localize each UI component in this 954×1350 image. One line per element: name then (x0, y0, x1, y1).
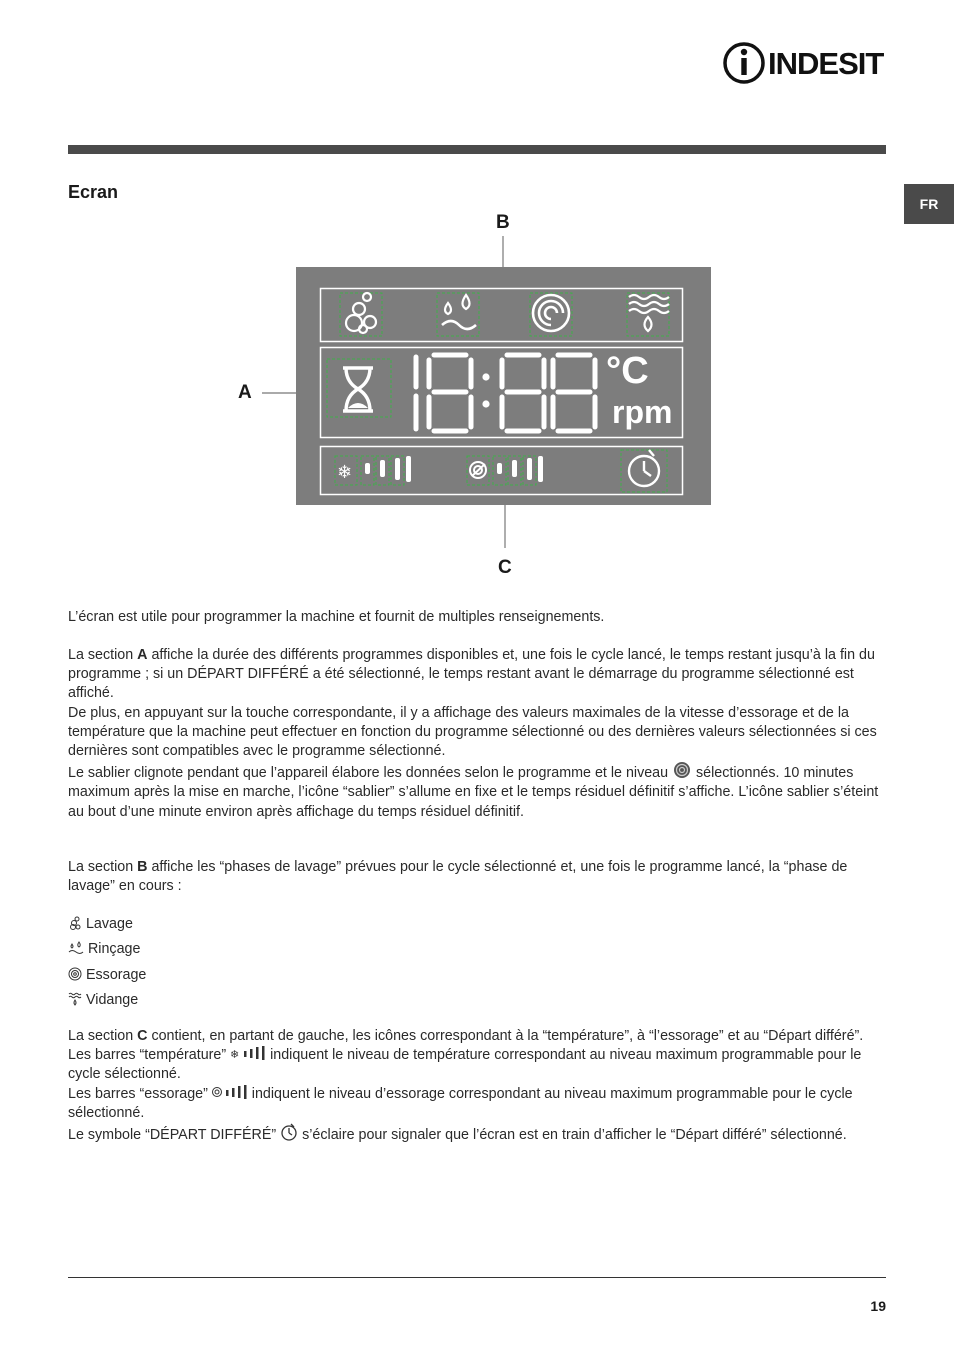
spin-level-icon (467, 456, 489, 485)
spin-phase-icon (530, 293, 572, 336)
svg-text:❄: ❄ (230, 1048, 240, 1062)
temperature-icon (335, 456, 357, 485)
wash-icon (68, 916, 82, 930)
rinse-phase-icon (437, 293, 479, 336)
phase-item-rinse: Rinçage (68, 937, 886, 962)
wash-phase-icon (340, 293, 382, 336)
drain-phase-icon (627, 293, 669, 336)
spin-bars-inline-icon (212, 1085, 248, 1100)
speed-unit: rpm (612, 394, 673, 430)
spin-icon (68, 967, 82, 981)
callout-b: B (496, 212, 510, 233)
callout-c: C (498, 557, 512, 578)
delay-timer-inline-icon (280, 1123, 298, 1141)
section-a-text: La section A affiche la durée des différents programmes disponibles et, une fois le cycle lancé, le temps restant jusqu’à la fin du programme ; si un DÉPART DIFFÉRÉ a été sélectionné, le temps restant avant le démarrage du programme sélectionné est affiché. De plus, en appuyant sur la touche correspondante, il y a affichage des valeurs maximales de la vitesse d’essorage et de la température que la machine peut effectuer en fonction du programme sélectionné ou des dernières valeurs sélectionnées si ces dernières sont compatibles avec le programme sélectionné. Le sablier clignote pendant que l’appareil élabore les données selon le programme et le niveau sélectionnés. 10 minutes maximum après la mise en marche, l’icône “sablier” s’allume en fixe et le temps résiduel définitif s’affiche. L’icône sablier s’éteint au bout d’une minute environ après affichage du temps résiduel définitif. (68, 647, 879, 820)
phase-item-spin: Essorage (68, 963, 886, 988)
phase-item-drain: Vidange (68, 988, 886, 1013)
temperature-unit: °C (606, 350, 649, 392)
time-colon (482, 373, 489, 407)
phase-item-wash: Lavage (68, 912, 886, 937)
spin-level-inline-icon (672, 761, 692, 779)
delay-timer-icon (621, 450, 667, 492)
phase-list (68, 912, 886, 1014)
rinse-icon (68, 941, 84, 955)
section-title: Ecran (68, 182, 119, 202)
drain-icon (68, 992, 82, 1006)
spin-bars (493, 456, 543, 485)
hourglass-icon (327, 359, 391, 417)
section-c-text: La section C contient, en partant de gauche, les icônes correspondant à la “température”, à “l’essorage” et au “Départ différé”. Les barres “température” ❄ indiquent le niveau de température correspondant au niveau maximum programmable pour le cycle sélectionné. Les barres “essorage” indiquent le niveau d’essorage correspondant au niveau maximum programmable pour le cycle sélectionné. Le symbole “DÉPART DIFFÉRÉ” s’éclaire pour signaler que l’écran est en train d’afficher le “Départ différé” sélectionné. (68, 1028, 864, 1144)
page-number: 19 (870, 1298, 886, 1314)
section-b-text: La section B affiche les “phases de lavage” prévues pour le cycle sélectionné et, une fois le programme lancé, la “phase de lavage” en cours : (68, 859, 848, 895)
callout-a: A (238, 382, 252, 403)
display-panel (296, 267, 711, 505)
brand-name: INDESIT (768, 46, 884, 81)
footer-rule (68, 1277, 886, 1278)
language-tab: FR (904, 184, 954, 224)
section-b-frame (321, 289, 683, 342)
temperature-bars (361, 456, 411, 485)
intro-paragraph: L’écran est utile pour programmer la machine et fournit de multiples renseignements. (68, 609, 605, 625)
svg-text:❄: ❄ (337, 462, 353, 483)
temperature-bars-inline-icon (230, 1046, 266, 1061)
time-digits (416, 355, 595, 431)
